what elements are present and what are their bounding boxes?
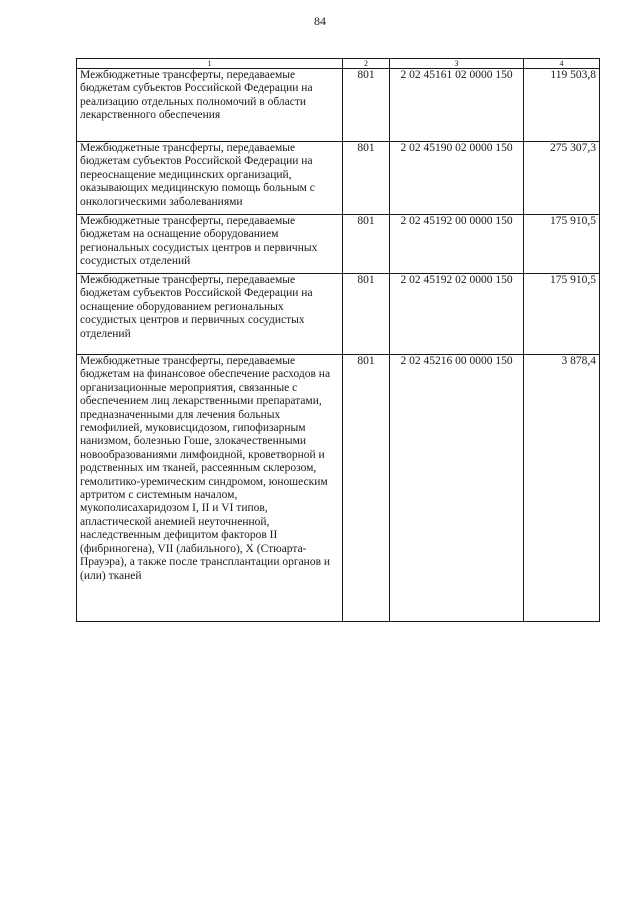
- row-sum: 175 910,5: [524, 215, 600, 274]
- row-sum: 275 307,3: [524, 142, 600, 215]
- table-row: [77, 69, 600, 142]
- row-sum: 175 910,5: [524, 274, 600, 355]
- table-row: [77, 142, 600, 215]
- row-kbk: 2 02 45190 02 0000 150: [390, 142, 524, 215]
- table-header-row: [77, 59, 600, 69]
- row-name: Межбюджетные трансферты, передаваемые бюджетам на оснащение оборудованием региональных сосудистых центров и первичных сосудистых отделений: [77, 215, 343, 274]
- page-number: 84: [314, 14, 326, 28]
- column-header-3: 3: [390, 59, 524, 69]
- row-kbk: 2 02 45192 00 0000 150: [390, 215, 524, 274]
- row-code: 801: [343, 142, 390, 215]
- row-name: Межбюджетные трансферты, передаваемые бюджетам субъектов Российской Федерации на переоснащение медицинских организаций, оказывающих медицинскую помощь больным с онкологическими заболеваниями: [77, 142, 343, 215]
- budget-table: [76, 58, 600, 622]
- row-name: Межбюджетные трансферты, передаваемые бюджетам субъектов Российской Федерации на оснащение оборудованием региональных сосудистых центров и первичных сосудистых отделений: [77, 274, 343, 355]
- row-code: 801: [343, 69, 390, 142]
- row-sum: 3 878,4: [524, 355, 600, 622]
- row-code: 801: [343, 274, 390, 355]
- row-name: Межбюджетные трансферты, передаваемые бюджетам на финансовое обеспечение расходов на организационные мероприятия, связанные с обеспечением лиц лекарственными препаратами, предназначенными для лечения больных гемофилией, муковисцидозом, гипофизарным нанизмом, болезнью Гоше, злокачественными новообразованиями лимфоидной, кроветворной и родственных им тканей, рассеянным склерозом, гемолитико-уремическим синдромом, юношеским артритом с системным началом, мукополисахаридозом I, II и VI типов, апластической анемией неуточненной, наследственным дефицитом факторов II (фибриногена), VII (лабильного), X (Стюарта-Прауэра), а также после трансплантации органов и (или) тканей: [77, 355, 343, 622]
- row-name: Межбюджетные трансферты, передаваемые бюджетам субъектов Российской Федерации на реализацию отдельных полномочий в области лекарственного обеспечения: [77, 69, 343, 142]
- row-kbk: 2 02 45161 02 0000 150: [390, 69, 524, 142]
- column-header-1: 1: [77, 59, 343, 69]
- column-header-4: 4: [524, 59, 600, 69]
- table-row: [77, 355, 600, 622]
- row-sum: 119 503,8: [524, 69, 600, 142]
- row-kbk: 2 02 45192 02 0000 150: [390, 274, 524, 355]
- table-row: [77, 274, 600, 355]
- column-header-2: 2: [343, 59, 390, 69]
- row-code: 801: [343, 355, 390, 622]
- row-code: 801: [343, 215, 390, 274]
- row-kbk: 2 02 45216 00 0000 150: [390, 355, 524, 622]
- table-row: [77, 215, 600, 274]
